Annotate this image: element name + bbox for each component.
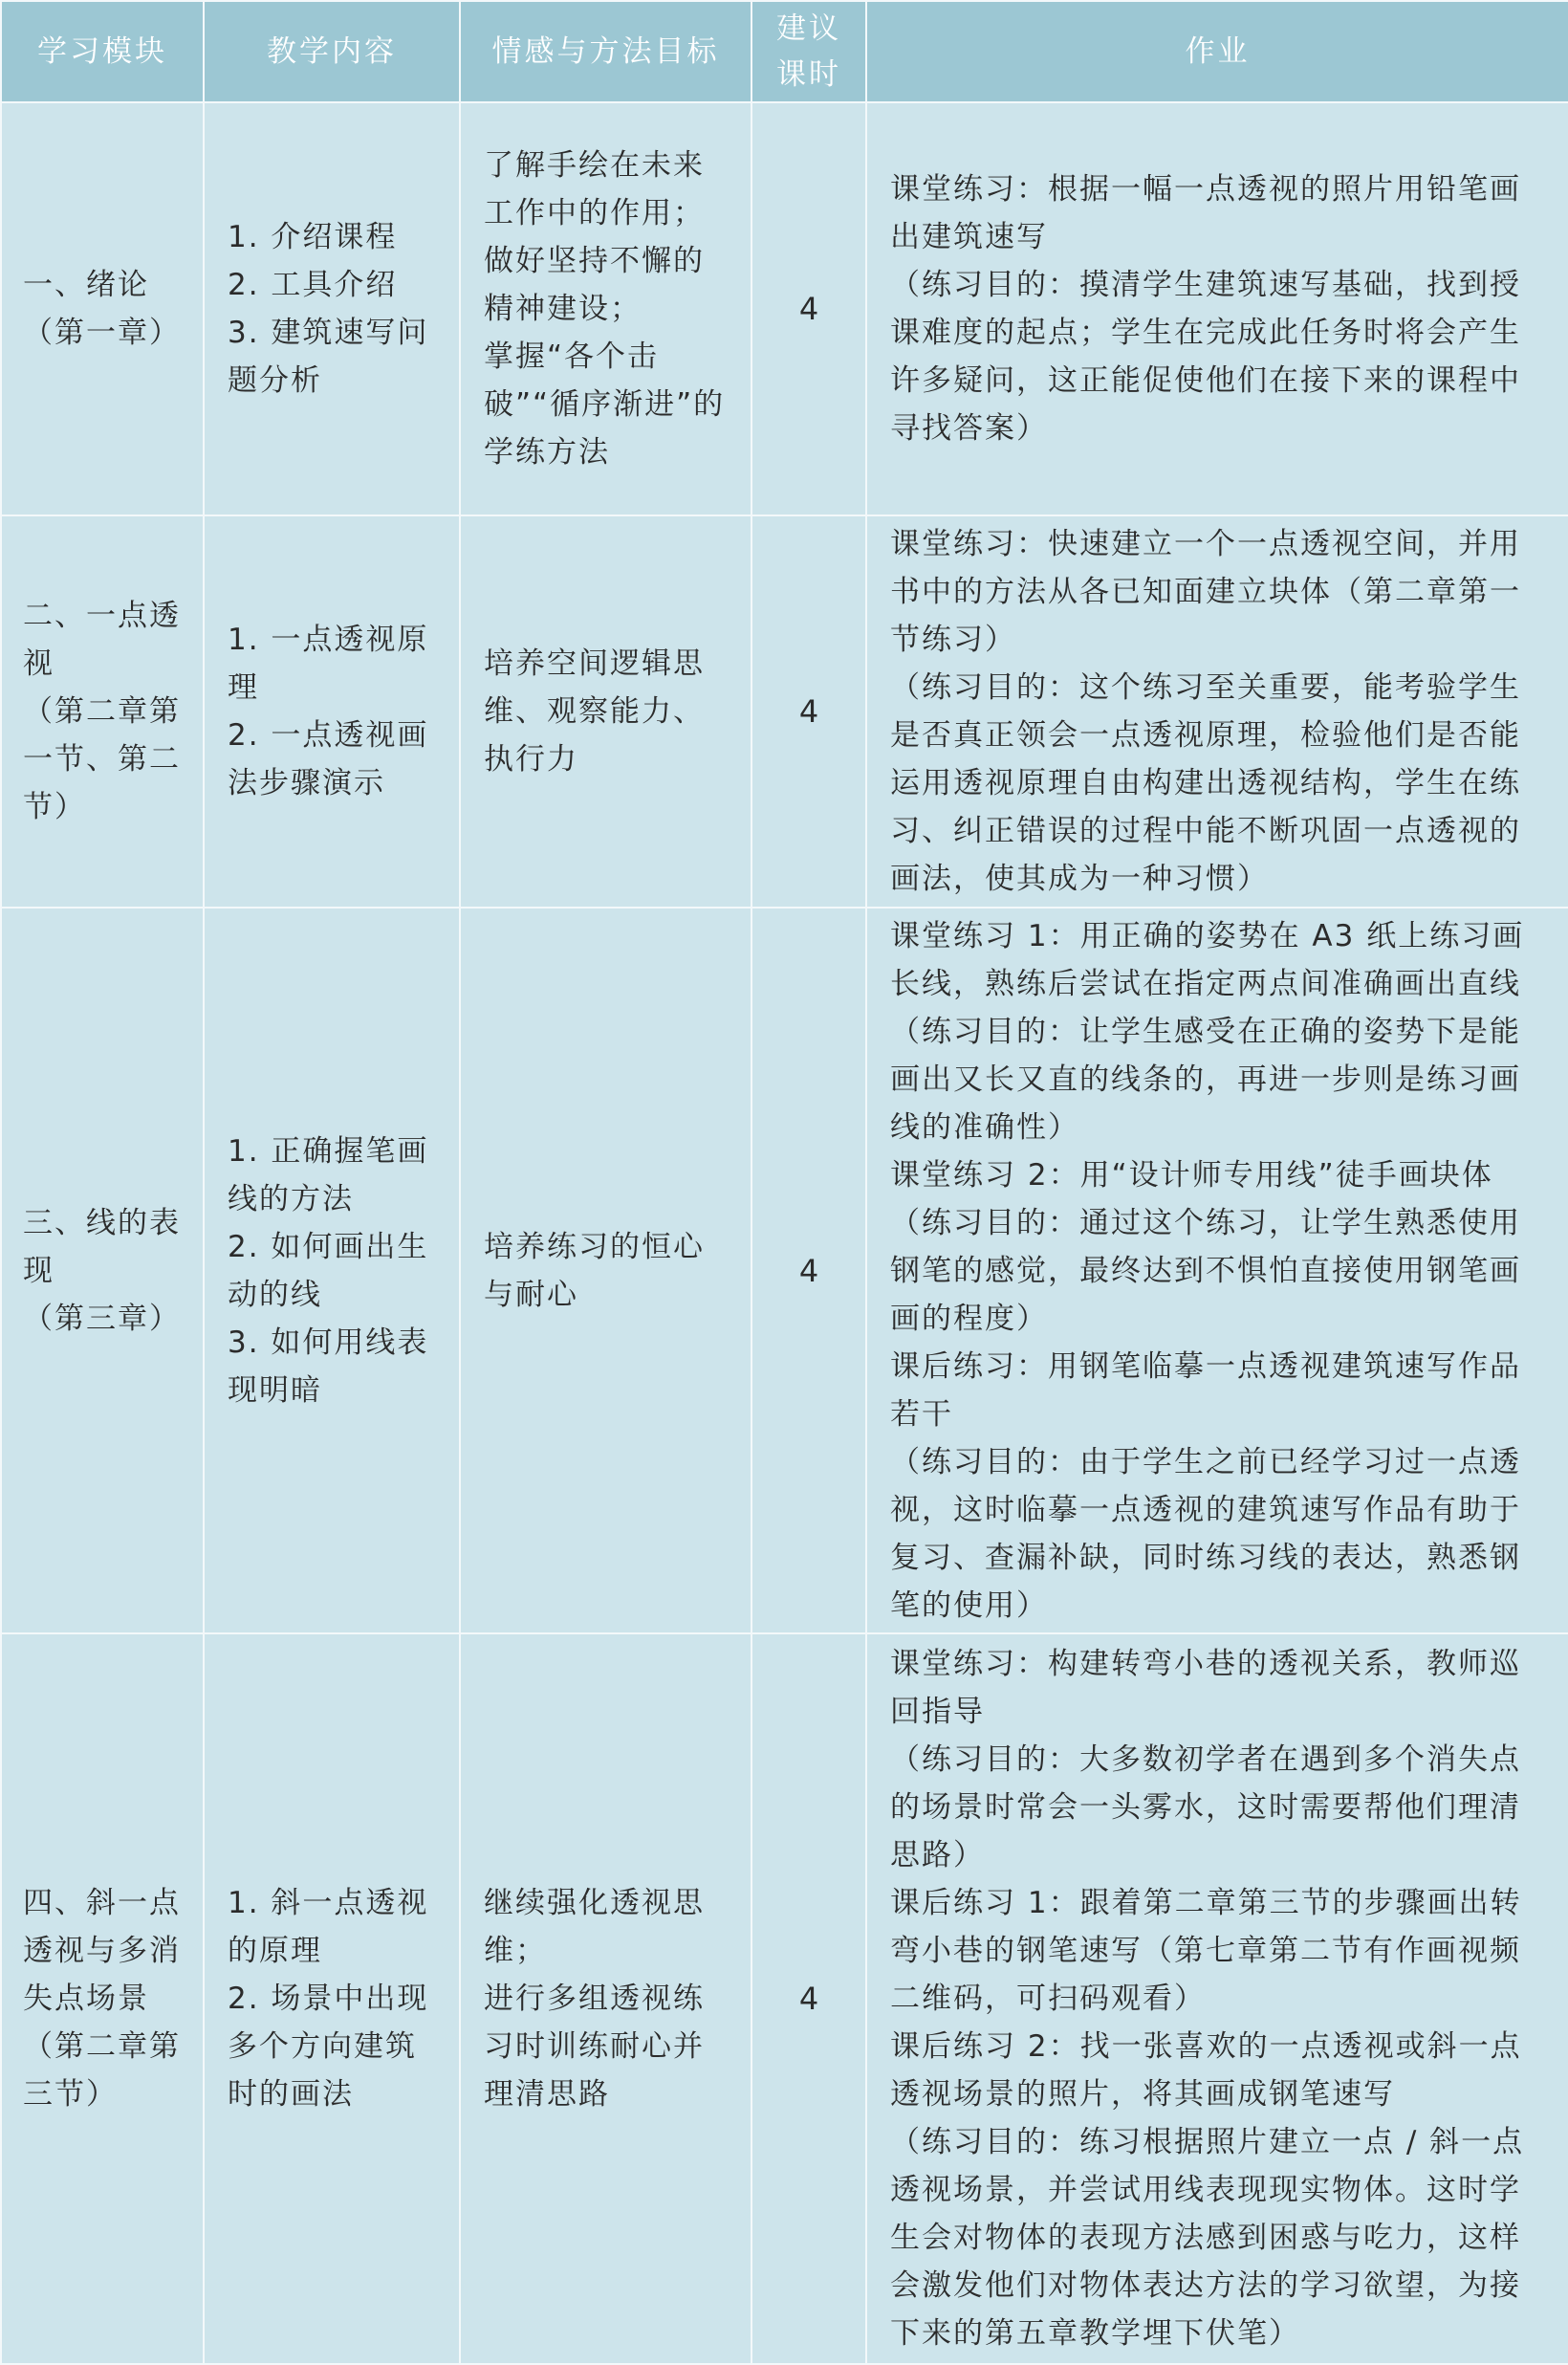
hours-cell: 4	[751, 908, 866, 1633]
content-item: 2. 一点透视画法步骤演示	[228, 718, 429, 800]
module-text: （第一章）	[23, 316, 181, 350]
goal-item: 做好坚持不懈的精神建设；	[484, 244, 705, 326]
homework-item: （练习目的：由于学生之前已经学习过一点透视，这时临摹一点透视的建筑速写作品有助于复习、查漏补缺，同时练习线的表达，熟悉钢笔的使用）	[890, 1444, 1521, 1623]
module-cell	[1, 1633, 204, 2364]
table-row	[1, 515, 1568, 908]
content-item: 2. 场景中出现多个方向建筑时的画法	[228, 1982, 429, 2112]
homework-cell	[866, 1633, 1568, 2364]
homework-item: 课堂练习 1：用正确的姿势在 A3 纸上练习画长线，熟练后尝试在指定两点间准确画出直线	[890, 918, 1525, 1001]
goal-item: 了解手绘在未来工作中的作用；	[484, 148, 705, 230]
header-row	[1, 1, 1568, 102]
module-text: 三、线的表现	[23, 1205, 181, 1288]
goal-cell	[460, 1633, 751, 2364]
content-item: 1. 正确握笔画线的方法	[228, 1133, 429, 1216]
goal-item: 掌握“各个击破”“循序渐进”的学练方法	[484, 339, 726, 470]
homework-item: 课堂练习：根据一幅一点透视的照片用铅笔画出建筑速写	[890, 172, 1521, 254]
content-item: 1. 一点透视原理	[228, 623, 429, 705]
header-module: 学习模块	[1, 1, 204, 102]
header-hours: 建议 课时	[751, 1, 866, 102]
content-cell	[204, 908, 460, 1633]
table-row	[1, 102, 1568, 515]
table-row	[1, 1633, 1568, 2364]
module-cell	[1, 102, 204, 515]
homework-item: 课后练习 1：跟着第二章第三节的步骤画出转弯小巷的钢笔速写（第七章第二节有作画视频二维码，可扫码观看）	[890, 1886, 1522, 2016]
content-item: 2. 工具介绍	[228, 268, 398, 302]
goal-cell	[460, 102, 751, 515]
module-text: 二、一点透视	[23, 599, 181, 681]
homework-item: 课堂练习：构建转弯小巷的透视关系，教师巡回指导	[890, 1647, 1521, 1729]
homework-item: （练习目的：练习根据照片建立一点 / 斜一点透视场景，并尝试用线表现现实物体。这时学生会对物体的表现方法感到困惑与吃力，这样会激发他们对物体表达方法的学习欲望，为接下来的第五章教学埋下伏笔）	[890, 2125, 1525, 2351]
homework-item: （练习目的：这个练习至关重要，能考验学生是否真正领会一点透视原理，检验他们是否能运用透视原理自由构建出透视结构，学生在练习、纠正错误的过程中能不断巩固一点透视的画法，使其成为一种习惯）	[890, 670, 1521, 896]
module-text: （第三章）	[23, 1301, 181, 1336]
hours-cell: 4	[751, 102, 866, 515]
homework-item: 课堂练习 2：用“设计师专用线”徒手画块体	[890, 1157, 1493, 1193]
goal-item: 继续强化透视思维；	[484, 1886, 705, 1968]
content-cell	[204, 102, 460, 515]
content-cell	[204, 1633, 460, 2364]
module-cell	[1, 515, 204, 908]
module-text: （第二章第一节、第二节）	[23, 694, 181, 824]
homework-cell	[866, 102, 1568, 515]
content-item: 1. 斜一点透视的原理	[228, 1886, 429, 1968]
homework-item: （练习目的：让学生感受在正确的姿势下是能画出又长又直的线条的，再进一步则是练习画线的准确性）	[890, 1014, 1521, 1145]
header-homework: 作业	[866, 1, 1568, 102]
module-text: 一、绪论	[23, 268, 149, 302]
module-cell	[1, 908, 204, 1633]
goal-item: 进行多组透视练习时训练耐心并理清思路	[484, 1982, 705, 2112]
homework-item: 课堂练习：快速建立一个一点透视空间，并用书中的方法从各已知面建立块体（第二章第一节练习）	[890, 527, 1521, 657]
homework-item: 课后练习：用钢笔临摹一点透视建筑速写作品若干	[890, 1348, 1521, 1432]
table-row	[1, 908, 1568, 1633]
homework-item: 课后练习 2：找一张喜欢的一点透视或斜一点透视场景的照片，将其画成钢笔速写	[890, 2029, 1522, 2112]
hours-cell: 4	[751, 515, 866, 908]
module-text: 四、斜一点透视与多消失点场景（第二章第三节）	[23, 1886, 181, 2112]
goal-cell	[460, 908, 751, 1633]
hours-cell: 4	[751, 1633, 866, 2364]
content-cell	[204, 515, 460, 908]
homework-item: （练习目的：通过这个练习，让学生熟悉使用钢笔的感觉，最终达到不惧怕直接使用钢笔画画的程度）	[890, 1205, 1521, 1336]
goal-item: 培养空间逻辑思维、观察能力、执行力	[484, 646, 705, 777]
homework-cell	[866, 908, 1568, 1633]
content-item: 3. 如何用线表现明暗	[228, 1325, 429, 1408]
header-content: 教学内容	[204, 1, 460, 102]
goal-item: 培养练习的恒心与耐心	[484, 1229, 705, 1312]
header-goal: 情感与方法目标	[460, 1, 751, 102]
content-item: 1. 介绍课程	[228, 220, 398, 254]
homework-item: （练习目的：大多数初学者在遇到多个消失点的场景时常会一头雾水，这时需要帮他们理清思路）	[890, 1742, 1521, 1872]
homework-item: （练习目的：摸清学生建筑速写基础，找到授课难度的起点；学生在完成此任务时将会产生许多疑问，这正能促使他们在接下来的课程中寻找答案）	[890, 268, 1521, 446]
goal-cell	[460, 515, 751, 908]
content-item: 3. 建筑速写问题分析	[228, 316, 429, 398]
content-item: 2. 如何画出生动的线	[228, 1229, 429, 1312]
homework-cell	[866, 515, 1568, 908]
